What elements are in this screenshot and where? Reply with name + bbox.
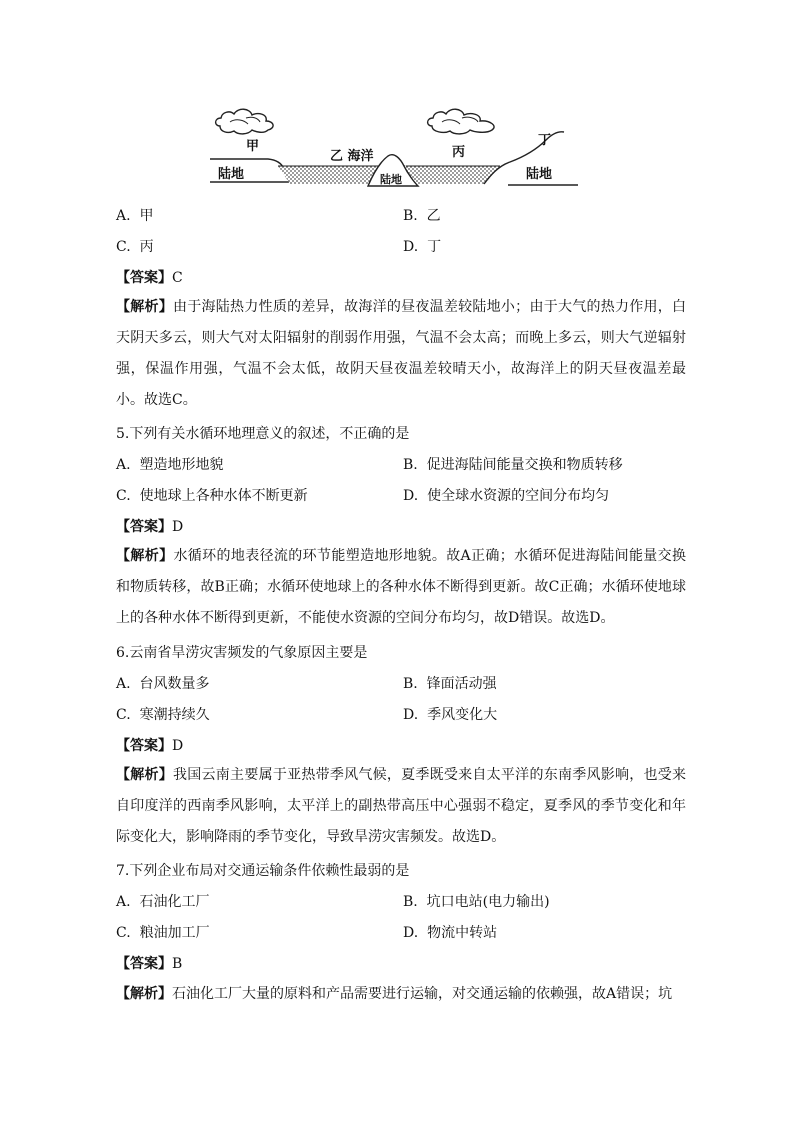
analysis-label: 【解析】 [116,986,172,1002]
q6-answer [116,736,183,756]
label-land-right: 陆地 [526,167,553,182]
q6-option-c [116,705,210,725]
q4-option-b [403,206,441,226]
option-text: 粮油加工厂 [139,925,210,941]
q7-option-b [403,892,550,912]
q6-option-a [116,674,209,694]
option-text: 乙 [426,208,441,224]
answer-label: 【答案】 [116,519,172,535]
q7-option-d [403,923,497,943]
option-letter: A. [116,894,131,910]
option-letter: D. [403,707,419,723]
q7-stem: 7.下列企业布局对交通运输条件依赖性最弱的是 [116,863,410,879]
q7-option-a [116,892,209,912]
option-letter: C. [116,488,131,504]
analysis-text: 石油化工厂大量的原料和产品需要进行运输，对交通运输的依赖强，故A错误；坑 [172,986,673,1002]
q6-option-d [403,705,497,725]
option-text: 丙 [139,239,154,255]
q4-answer [116,268,183,288]
q4-option-c [116,237,154,257]
label-yi-ocean: 乙 海洋 [330,149,374,164]
option-text: 丁 [427,239,442,255]
q4-option-a [116,206,153,226]
answer-value: C [172,270,183,286]
q6-stem: 6.云南省旱涝灾害频发的气象原因主要是 [116,645,368,661]
label-ding: 丁 [538,133,552,148]
analysis-label: 【解析】 [116,767,174,783]
option-letter: A. [116,208,131,224]
q6-option-b [403,674,497,694]
option-text: 锋面活动强 [426,676,497,692]
answer-value: D [172,519,184,535]
q7-analysis [116,979,686,1010]
analysis-label: 【解析】 [116,299,174,315]
q5-option-d [403,486,609,506]
analysis-label: 【解析】 [116,548,174,564]
option-letter: B. [403,457,418,473]
option-letter: D. [403,488,419,504]
q5-option-b [403,455,623,475]
option-letter: B. [403,894,418,910]
label-land-middle: 陆地 [380,173,402,186]
land-sea-diagram [208,104,588,194]
answer-value: B [172,956,183,972]
option-text: 石油化工厂 [139,894,210,910]
option-text: 甲 [139,208,154,224]
label-jia: 甲 [246,139,260,154]
label-bing: 丙 [452,145,466,160]
option-letter: D. [403,239,419,255]
option-letter: C. [116,239,131,255]
option-letter: A. [116,457,131,473]
option-text: 季风变化大 [427,707,498,723]
option-letter: B. [403,208,418,224]
q5-option-a [116,455,223,475]
option-letter: D. [403,925,419,941]
answer-value: D [172,738,184,754]
q4-option-d [403,237,441,257]
land-sea-diagram-svg [208,104,588,194]
label-land-left: 陆地 [218,167,245,182]
analysis-text: 我国云南主要属于亚热带季风气候，夏季既受来自太平洋的东南季风影响，也受来自印度洋的西南季风影响，太平洋上的副热带高压中心强弱不稳定，夏季风的季节变化和年际变化大，影响降雨的季节变化，导致旱涝灾害频发。故选D。 [116,767,687,845]
answer-label: 【答案】 [116,956,172,972]
option-letter: C. [116,707,131,723]
analysis-text: 水循环的地表径流的环节能塑造地形地貌。故A正确；水循环促进海陆间能量交换和物质转移，故B正确；水循环使地球上的各种水体不断得到更新。故C正确；水循环使地球上的各种水体不断得到更新，不能使水资源的空间分布均匀，故D错误。故选D。 [116,548,687,626]
option-text: 塑造地形地貌 [139,457,224,473]
answer-label: 【答案】 [116,270,172,286]
q6-analysis [116,760,686,853]
q5-stem: 5.下列有关水循环地理意义的叙述，不正确的是 [116,426,410,442]
option-letter: A. [116,676,131,692]
option-text: 坑口电站(电力输出) [426,894,550,910]
answer-label: 【答案】 [116,738,172,754]
option-text: 寒潮持续久 [139,707,210,723]
option-text: 使地球上各种水体不断更新 [139,488,308,504]
analysis-text: 由于海陆热力性质的差异，故海洋的昼夜温差较陆地小；由于大气的热力作用，白天阴天多云，则大气对太阳辐射的削弱作用强，气温不会太高；而晚上多云，则大气逆辐射强，保温作用强，气温不会太低，故阴天昼夜温差较晴天小，故海洋上的阴天昼夜温差最小。故选C。 [116,299,687,408]
q4-analysis [116,292,686,416]
q7-option-c [116,923,210,943]
q7-answer [116,954,182,974]
q5-analysis [116,541,686,634]
option-text: 物流中转站 [427,925,498,941]
option-letter: C. [116,925,131,941]
cloud-right-icon [428,109,494,134]
option-letter: B. [403,676,418,692]
option-text: 台风数量多 [139,676,210,692]
option-text: 促进海陆间能量交换和物质转移 [426,457,623,473]
option-text: 使全球水资源的空间分布均匀 [427,488,610,504]
q5-answer [116,517,183,537]
q5-option-c [116,486,308,506]
